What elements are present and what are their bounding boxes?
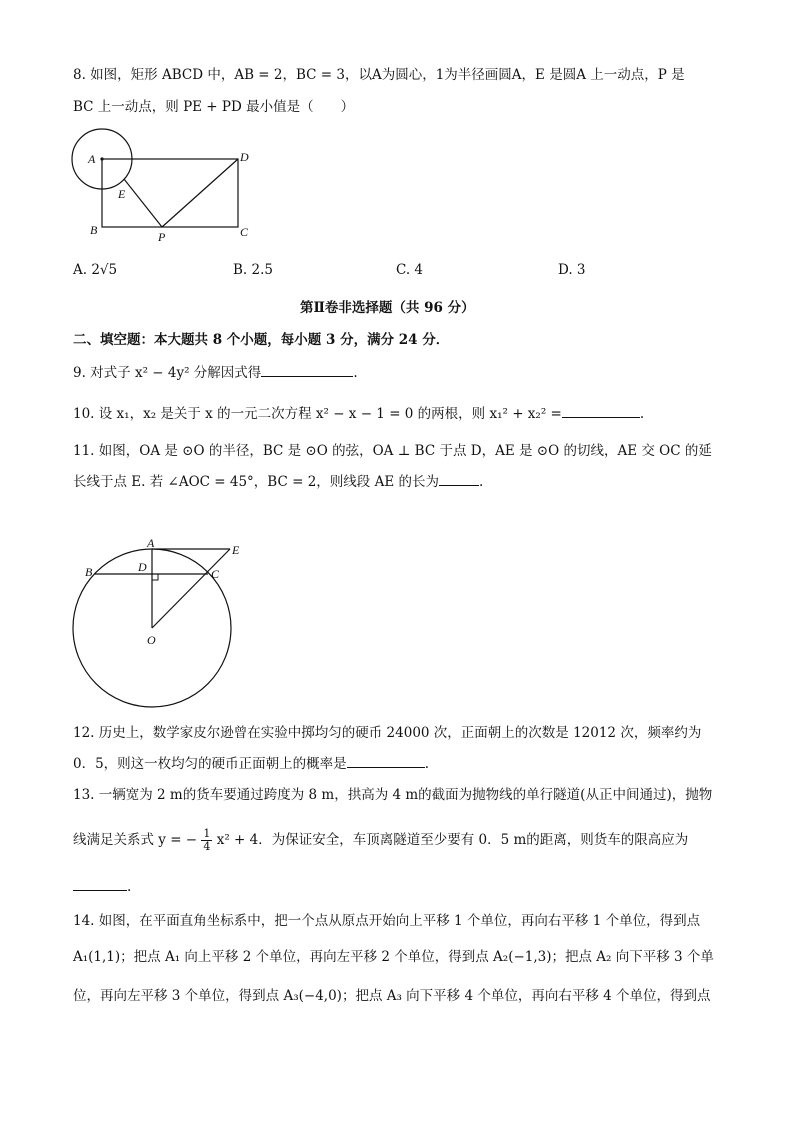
- q12-line1: 12. 历史上，数学家皮尔逊曾在实验中掷均匀的硬币 24000 次，正面朝上的次数是 12012 次，频率约为: [73, 725, 702, 741]
- q11-label-o: O: [147, 633, 156, 647]
- q12-end: .: [424, 756, 429, 772]
- q9-line: [73, 364, 358, 382]
- q8-line1: 8. 如图，矩形 ABCD 中，AB = 2，BC = 3，以A为圆心，1为半径画圆A，E 是圆A 上一动点，P 是: [73, 67, 685, 83]
- q11-line1: 11. 如图，OA 是 ⊙O 的半径，BC 是 ⊙O 的弦，OA ⊥ BC 于点 D，AE 是 ⊙O 的切线，AE 交 OC 的延: [73, 443, 712, 459]
- q8-segment-pd: [162, 159, 238, 227]
- q14-line1: 14. 如图，在平面直角坐标系中，把一个点从原点开始向上平移 1 个单位，再向右平移 1 个单位，得到点: [73, 913, 701, 929]
- q8-label-d: D: [240, 150, 249, 164]
- q13-end: .: [127, 879, 132, 895]
- q8-figure: [64, 130, 324, 244]
- q11-figure: [68, 532, 268, 712]
- q11-answer-blank[interactable]: [439, 473, 479, 486]
- q13-frac-numerator: 1: [203, 827, 211, 840]
- q10-answer-blank[interactable]: [562, 405, 640, 418]
- q11-label-d: D: [138, 560, 147, 574]
- q13-line2a: 线满足关系式 y = −: [73, 832, 198, 848]
- q8-point-a: [100, 157, 103, 160]
- q11-label-e: E: [232, 543, 240, 557]
- q10-line: [73, 405, 644, 423]
- q8-option-d: D. 3: [558, 262, 586, 278]
- section2-subtitle: 二、填空题：本大题共 8 个小题，每小题 3 分，满分 24 分．: [73, 332, 450, 348]
- q10-text: 10. 设 x₁，x₂ 是关于 x 的一元二次方程 x² − x − 1 = 0 的两根，则 x₁² + x₂² =: [73, 406, 562, 422]
- q11-line-oe: [152, 549, 230, 628]
- q13-frac-denominator: 4: [203, 840, 211, 853]
- q11-label-b: B: [85, 565, 93, 579]
- q12-line2: 0．5，则这一枚均匀的硬币正面朝上的概率是: [73, 756, 347, 772]
- q8-label-e: E: [118, 187, 126, 201]
- q8-label-b: B: [90, 223, 98, 237]
- q13-line3: [73, 878, 131, 896]
- q10-end: .: [639, 406, 645, 422]
- q8-label-p: P: [158, 230, 166, 244]
- q8-line2: BC 上一动点，则 PE + PD 最小值是（ ）: [73, 99, 355, 115]
- q11-label-a: A: [147, 536, 155, 550]
- q9-text: 9. 对式子 x² − 4y² 分解因式得: [73, 365, 262, 381]
- q8-label-c: C: [240, 225, 249, 239]
- q8-segment-ep: [124, 179, 162, 227]
- q8-option-b: B. 2.5: [233, 262, 273, 278]
- q8-label-a: A: [88, 152, 96, 166]
- q14-line3: 位，再向左平移 3 个单位，得到点 A₃(−4,0)；把点 A₃ 向下平移 4 个单位，再向右平移 4 个单位，得到点: [73, 988, 711, 1004]
- q9-answer-blank[interactable]: [261, 364, 353, 377]
- q13-fraction: [201, 828, 212, 853]
- q12-line2-wrap: [73, 755, 429, 773]
- q13-line2: [73, 826, 688, 854]
- section2-title: 第Ⅱ卷非选择题（共 96 分）: [300, 300, 475, 316]
- q13-answer-blank[interactable]: [73, 878, 127, 891]
- q12-answer-blank[interactable]: [347, 755, 425, 768]
- q11-line2-wrap: [73, 473, 483, 491]
- q11-line2: 长线于点 E. 若 ∠AOC = 45°，BC = 2，则线段 AE 的长为: [73, 474, 439, 490]
- q9-end: .: [353, 365, 358, 381]
- q11-end: .: [478, 474, 484, 490]
- q13-line1: 13. 一辆宽为 2 m的货车要通过跨度为 8 m，拱高为 4 m的截面为抛物线的单行隧道(从正中间通过)，抛物: [73, 787, 713, 803]
- q13-line2b: x² + 4．为保证安全，车顶离隧道至少要有 0．5 m的距离，则货车的限高应为: [216, 832, 689, 848]
- q11-right-angle-mark: [152, 574, 158, 580]
- q8-option-a: A. 2√5: [73, 262, 118, 278]
- q8-option-c: C. 4: [396, 262, 424, 278]
- q14-line2: A₁(1,1)；把点 A₁ 向上平移 2 个单位，再向左平移 2 个单位，得到点 A₂(−1,3)；把点 A₂ 向下平移 3 个单: [73, 949, 714, 965]
- q11-label-c: C: [211, 567, 220, 581]
